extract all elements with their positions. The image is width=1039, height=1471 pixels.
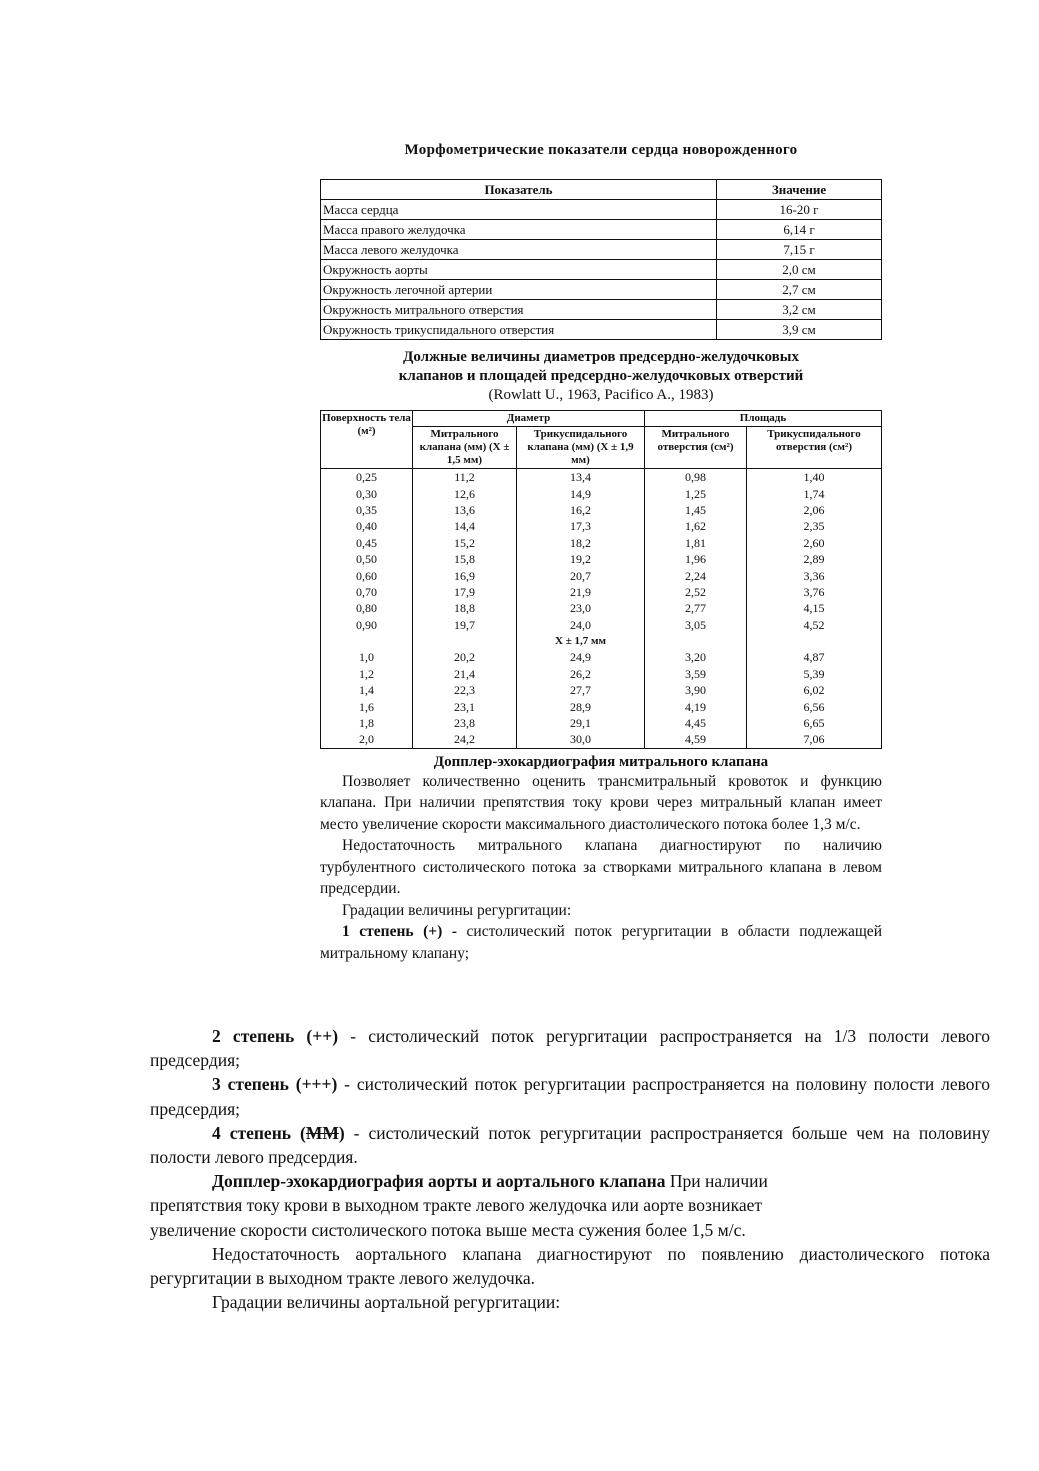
doppler-mitral-p2: Недостаточность митрального клапана диагностируют по наличию турбулентного систолического потока за створками митрального клапана в левом предсердии. [320,837,882,898]
indicator-name: Масса левого желудочка [321,240,717,260]
grade-4-struck: ММ [305,1122,339,1143]
indicator-name: Масса сердца [321,200,717,220]
mitral-valve-cell: 19,7 [413,617,517,633]
valve-dimensions-table [320,410,882,749]
table2-header-row [321,411,882,427]
tricuspid-orifice-cell: 3,36 [747,567,882,583]
tricuspid-valve-cell: 30,0 [517,731,645,748]
indicator-value: 7,15 г [717,240,882,260]
surface-cell: 0,60 [321,567,413,583]
grade-3-text: - систолический поток регургитации распространяется на половину полости левого предсердия; [150,1074,990,1119]
table1-row [321,280,882,300]
tricuspid-orifice-cell: 2,60 [747,535,882,551]
table2-title [320,348,882,386]
tricuspid-valve-cell: 18,2 [517,535,645,551]
mitral-valve-cell: 14,4 [413,518,517,534]
grade-4-text: - систолический поток регургитации распространяется больше чем на половину полости левого предсердия. [150,1122,990,1168]
mitral-valve-cell: 18,8 [413,600,517,616]
table1-title: Морфометрические показатели сердца новорожденного [404,142,798,158]
aortic-insufficiency-paragraph: Недостаточность аортального клапана диагностируют по появлению диастолического потока регургитации в выходном тракте левого желудочка. [150,1243,990,1289]
aortic-text-line1: При наличии [665,1171,768,1192]
morphometry-table [320,179,882,340]
surface-cell: 0,25 [321,469,413,486]
empty-cell [413,633,517,649]
table2-row [321,666,882,682]
header-tricuspid-valve: Трикуспидального клапана (мм) (Х ± 1,9 мм) [517,427,645,469]
grade-3-label: 3 степень (+++) [212,1074,338,1095]
empty-cell [321,633,413,649]
tricuspid-orifice-cell: 4,52 [747,617,882,633]
table2-row [321,584,882,600]
header-mitral-orifice: Митрального отверстия (см²) [645,427,747,469]
tricuspid-orifice-cell: 6,02 [747,682,882,698]
table2-row [321,567,882,583]
tricuspid-orifice-cell: 6,56 [747,698,882,714]
mitral-orifice-cell: 1,96 [645,551,747,567]
indicator-value: 16-20 г [717,200,882,220]
table2-row [321,731,882,748]
tricuspid-valve-cell: 19,2 [517,551,645,567]
mitral-orifice-cell: 2,52 [645,584,747,600]
table2-row [321,551,882,567]
tricuspid-orifice-cell: 1,74 [747,485,882,501]
table2-row [321,600,882,616]
surface-cell: 0,80 [321,600,413,616]
mitral-valve-cell: 16,9 [413,567,517,583]
aortic-text-line2: препятствия току крови в выходном тракте левого желудочка или аорте возникает [150,1195,763,1216]
mitral-orifice-cell: 2,24 [645,567,747,583]
table1-header-row [321,180,882,200]
surface-cell: 1,2 [321,666,413,682]
mitral-valve-cell: 23,8 [413,715,517,731]
tricuspid-valve-cell: 24,9 [517,649,645,665]
surface-cell: 0,70 [321,584,413,600]
aortic-title: Допплер-эхокардиография аорты и аортального клапана [212,1171,666,1192]
header-tricuspid-orifice: Трикуспидального отверстия (см²) [747,427,882,469]
header-indicator: Показатель [321,180,717,200]
mitral-orifice-cell: 3,05 [645,617,747,633]
grade-1-text: систолический поток регургитации в области подлежащей митральному клапану; [320,923,882,962]
table2-source: (Rowlatt U., 1963, Pacifico A., 1983) [488,387,714,403]
indicator-value: 3,9 см [717,320,882,340]
indicator-name: Окружность митрального отверстия [321,300,717,320]
tricuspid-valve-cell: 27,7 [517,682,645,698]
tricuspid-valve-cell: 24,0 [517,617,645,633]
mitral-valve-cell: 24,2 [413,731,517,748]
tricuspid-orifice-cell: 3,76 [747,584,882,600]
table1-row [321,220,882,240]
mitral-orifice-cell: 4,45 [645,715,747,731]
tricuspid-valve-cell: 23,0 [517,600,645,616]
indicator-name: Масса правого желудочка [321,220,717,240]
table2-row [321,518,882,534]
surface-cell: 0,45 [321,535,413,551]
mitral-orifice-cell: 2,77 [645,600,747,616]
header-mitral-valve: Митрального клапана (мм) (Х ± 1,5 мм) [413,427,517,469]
table1-body [321,200,882,340]
table1-row [321,200,882,220]
mitral-orifice-cell: 1,45 [645,502,747,518]
grade-1-label: 1 степень (+) - [342,923,457,941]
grade-2-paragraph [150,1024,990,1072]
table1-row [321,260,882,280]
indicator-name: Окружность легочной артерии [321,280,717,300]
mitral-orifice-cell: 0,98 [645,469,747,486]
tricuspid-orifice-cell: 2,89 [747,551,882,567]
mitral-valve-cell: 11,2 [413,469,517,486]
table2-row [321,649,882,665]
aortic-text-line3: увеличение скорости систолического потока выше места сужения более 1,5 м/с. [150,1219,746,1240]
grade-4-paragraph [150,1121,990,1169]
empty-cell [645,633,747,649]
mitral-valve-cell: 13,6 [413,502,517,518]
empty-cell [747,633,882,649]
surface-cell: 1,0 [321,649,413,665]
header-diameter: Диаметр [413,411,645,427]
table2-row [321,715,882,731]
tricuspid-orifice-cell: 2,06 [747,502,882,518]
table2-title-line1: Должные величины диаметров предсердно-желудочковых [403,349,799,365]
mitral-orifice-cell: 3,20 [645,649,747,665]
tricuspid-orifice-cell: 6,65 [747,715,882,731]
indicator-value: 2,7 см [717,280,882,300]
mitral-valve-cell: 21,4 [413,666,517,682]
table2-title-line2: клапанов и площадей предсердно-желудочковых отверстий [398,368,804,384]
tricuspid-valve-cell: 13,4 [517,469,645,486]
table2-row [321,502,882,518]
indicator-value: 2,0 см [717,260,882,280]
table2-row [321,698,882,714]
tricuspid-orifice-cell: 2,35 [747,518,882,534]
indicator-value: 3,2 см [717,300,882,320]
grade-4-label: 4 степень ( [212,1122,306,1143]
grade-2-label: 2 степень (++) [212,1026,339,1046]
table2-row [321,617,882,633]
table2-body [321,469,882,749]
doppler-mitral-title: Допплер-эхокардиография митрального клапана [433,753,769,770]
tricuspid-orifice-cell: 4,15 [747,600,882,616]
surface-cell: 0,40 [321,518,413,534]
table2-row [321,469,882,486]
tricuspid-orifice-cell: 1,40 [747,469,882,486]
grade-2-text: - систолический поток регургитации распространяется на 1/3 полости левого предсердия; [150,1026,990,1071]
grade-3-paragraph [150,1072,990,1120]
grade-4-label-end: ) [338,1122,345,1143]
grade-1-paragraph [320,921,882,964]
tricuspid-valve-cell: 17,3 [517,518,645,534]
mitral-valve-cell: 22,3 [413,682,517,698]
surface-cell: 1,4 [321,682,413,698]
tricuspid-valve-cell: 16,2 [517,502,645,518]
indicator-value: 6,14 г [717,220,882,240]
mitral-valve-cell: 23,1 [413,698,517,714]
surface-cell: 0,50 [321,551,413,567]
doppler-mitral-p3: Градации величины регургитации: [342,901,572,919]
table1-row [321,320,882,340]
mitral-orifice-cell: 3,59 [645,666,747,682]
surface-cell: 0,30 [321,485,413,501]
tricuspid-valve-cell: 28,9 [517,698,645,714]
scanned-book-page [320,140,882,964]
mitral-orifice-cell: 1,62 [645,518,747,534]
surface-cell: 0,90 [321,617,413,633]
mitral-valve-cell: 20,2 [413,649,517,665]
tricuspid-valve-cell: 26,2 [517,666,645,682]
tricuspid-valve-cell: 20,7 [517,567,645,583]
indicator-name: Окружность трикуспидального отверстия [321,320,717,340]
table2-row [321,682,882,698]
tricuspid-orifice-cell: 5,39 [747,666,882,682]
tricuspid-orifice-cell: 7,06 [747,731,882,748]
aortic-grades-paragraph: Градации величины аортальной регургитации: [212,1292,561,1313]
tricuspid-valve-cell: 14,9 [517,485,645,501]
mitral-orifice-cell: 1,25 [645,485,747,501]
tricuspid-valve-cell: 29,1 [517,715,645,731]
header-surface: Поверхность тела (м²) [321,411,413,469]
aortic-paragraph [150,1169,990,1242]
table1-row [321,300,882,320]
table1-row [321,240,882,260]
surface-cell: 1,6 [321,698,413,714]
mitral-valve-cell: 15,8 [413,551,517,567]
surface-cell: 2,0 [321,731,413,748]
surface-cell: 0,35 [321,502,413,518]
mitral-orifice-cell: 4,19 [645,698,747,714]
mitral-valve-cell: 12,6 [413,485,517,501]
table2-row [321,535,882,551]
table2-subheader-row [321,633,882,649]
doppler-mitral-p1: Позволяет количественно оценить трансмитральный кровоток и функцию клапана. При наличии препятствия току крови через митральный клапан имеет место увеличение скорости максимального диастолического потока более 1,3 м/с. [320,772,882,833]
mitral-orifice-cell: 1,81 [645,535,747,551]
mitral-valve-cell: 17,9 [413,584,517,600]
typed-text-section [150,1024,990,1314]
mitral-orifice-cell: 3,90 [645,682,747,698]
header-value: Значение [717,180,882,200]
tricuspid-valve-cell: 21,9 [517,584,645,600]
header-area: Площадь [645,411,882,427]
tricuspid-deviation-label: Х ± 1,7 мм [517,633,645,649]
mitral-valve-cell: 15,2 [413,535,517,551]
mitral-orifice-cell: 4,59 [645,731,747,748]
tricuspid-orifice-cell: 4,87 [747,649,882,665]
table2-row [321,485,882,501]
surface-cell: 1,8 [321,715,413,731]
indicator-name: Окружность аорты [321,260,717,280]
